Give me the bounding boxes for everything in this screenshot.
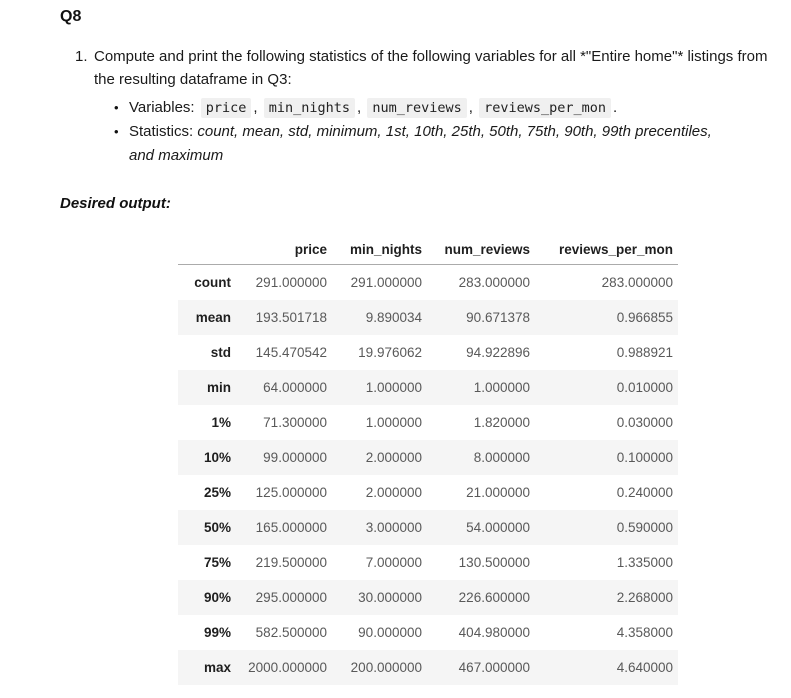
- statistics-table: [178, 238, 678, 685]
- cell: 145.470542: [255, 345, 327, 360]
- bullet-marker-icon: •: [114, 100, 119, 115]
- cell: 0.988921: [616, 345, 673, 360]
- cell: 99.000000: [263, 450, 327, 465]
- cell: 30.000000: [358, 590, 422, 605]
- cell: 2000.000000: [248, 660, 327, 675]
- cell: 4.358000: [616, 625, 673, 640]
- cell: 9.890034: [365, 310, 422, 325]
- statistics-text: count, mean, std, minimum, 1st, 10th, 25th, 50th, 75th, 90th, 99th precentiles, and maximum: [129, 123, 712, 164]
- table-row-99pct: [178, 615, 678, 650]
- table-row-mean: [178, 300, 678, 335]
- question-heading: Q8: [60, 8, 82, 25]
- cell: 90.000000: [358, 625, 422, 640]
- cell: 219.500000: [255, 555, 327, 570]
- column-header-reviews-per-mon: reviews_per_mon: [535, 238, 678, 265]
- table-row-75pct: [178, 545, 678, 580]
- row-label: 25%: [203, 485, 231, 500]
- statistics-label: Statistics:: [129, 123, 198, 140]
- cell: 54.000000: [466, 520, 530, 535]
- cell: 2.268000: [616, 590, 673, 605]
- cell: 0.100000: [616, 450, 673, 465]
- cell: 3.000000: [365, 520, 422, 535]
- separator-comma: ,: [253, 99, 258, 116]
- cell: 2.000000: [365, 485, 422, 500]
- row-label: count: [194, 275, 231, 290]
- row-label: 99%: [203, 625, 231, 640]
- cell: 0.966855: [616, 310, 673, 325]
- table-row-max: [178, 650, 678, 685]
- cell: 7.000000: [365, 555, 422, 570]
- table-row-count: [178, 265, 678, 301]
- separator-comma: ,: [357, 99, 362, 116]
- cell: 295.000000: [255, 590, 327, 605]
- table-header-row: [178, 238, 678, 265]
- desired-output-label: Desired output:: [60, 195, 171, 212]
- cell: 291.000000: [255, 275, 327, 290]
- row-label: 90%: [203, 590, 231, 605]
- row-label: 50%: [203, 520, 231, 535]
- row-label: max: [203, 660, 231, 675]
- statistics-text-wrap: [129, 120, 725, 168]
- cell: 125.000000: [255, 485, 327, 500]
- variables-bullet: [114, 96, 771, 120]
- table-row-std: [178, 335, 678, 370]
- question-sublist: [94, 96, 771, 168]
- cell: 21.000000: [466, 485, 530, 500]
- cell: 1.335000: [616, 555, 673, 570]
- column-header-price: price: [236, 238, 332, 265]
- cell: 130.500000: [458, 555, 530, 570]
- cell: 1.000000: [365, 415, 422, 430]
- code-price: price: [201, 98, 252, 118]
- column-header-num-reviews: num_reviews: [427, 238, 535, 265]
- bullet-marker-icon: •: [114, 124, 119, 139]
- cell: 1.820000: [473, 415, 530, 430]
- table-row-50pct: [178, 510, 678, 545]
- code-num-reviews: num_reviews: [367, 98, 466, 118]
- cell: 90.671378: [466, 310, 530, 325]
- cell: 94.922896: [466, 345, 530, 360]
- table-row-25pct: [178, 475, 678, 510]
- cell: 582.500000: [255, 625, 327, 640]
- row-label: std: [210, 345, 231, 360]
- table-row-min: [178, 370, 678, 405]
- cell: 283.000000: [601, 275, 673, 290]
- cell: 19.976062: [358, 345, 422, 360]
- cell: 2.000000: [365, 450, 422, 465]
- cell: 200.000000: [350, 660, 422, 675]
- table-row-90pct: [178, 580, 678, 615]
- cell: 291.000000: [350, 275, 422, 290]
- question-intro: Compute and print the following statistics of the following variables for all *"Entire home"* listings from the resulting dataframe in Q3:: [94, 48, 768, 88]
- row-label: 10%: [203, 450, 231, 465]
- separator-comma: ,: [468, 99, 473, 116]
- variables-text: [129, 96, 725, 120]
- index-header-blank: [178, 238, 236, 265]
- cell: 0.030000: [616, 415, 673, 430]
- row-label: mean: [195, 310, 231, 325]
- cell: 0.010000: [616, 380, 673, 395]
- question-item: [75, 45, 771, 168]
- row-label: min: [206, 380, 231, 395]
- terminator-period: .: [613, 99, 618, 116]
- dataframe-output: [178, 238, 771, 685]
- cell: 0.590000: [616, 520, 673, 535]
- cell: 404.980000: [458, 625, 530, 640]
- table-row-1pct: [178, 405, 678, 440]
- table-row-10pct: [178, 440, 678, 475]
- cell: 1.000000: [365, 380, 422, 395]
- cell: 71.300000: [263, 415, 327, 430]
- variables-label: Variables:: [129, 99, 199, 116]
- code-min-nights: min_nights: [264, 98, 355, 118]
- row-label: 1%: [211, 415, 231, 430]
- list-number: 1.: [75, 48, 88, 65]
- statistics-bullet: [114, 120, 771, 168]
- code-reviews-per-mon: reviews_per_mon: [479, 98, 611, 118]
- cell: 1.000000: [473, 380, 530, 395]
- cell: 165.000000: [255, 520, 327, 535]
- cell: 4.640000: [616, 660, 673, 675]
- cell: 283.000000: [458, 275, 530, 290]
- question-item-body: [94, 45, 771, 168]
- column-header-min-nights: min_nights: [332, 238, 427, 265]
- cell: 193.501718: [255, 310, 327, 325]
- row-label: 75%: [203, 555, 231, 570]
- cell: 226.600000: [458, 590, 530, 605]
- cell: 8.000000: [473, 450, 530, 465]
- cell: 64.000000: [263, 380, 327, 395]
- cell: 0.240000: [616, 485, 673, 500]
- cell: 467.000000: [458, 660, 530, 675]
